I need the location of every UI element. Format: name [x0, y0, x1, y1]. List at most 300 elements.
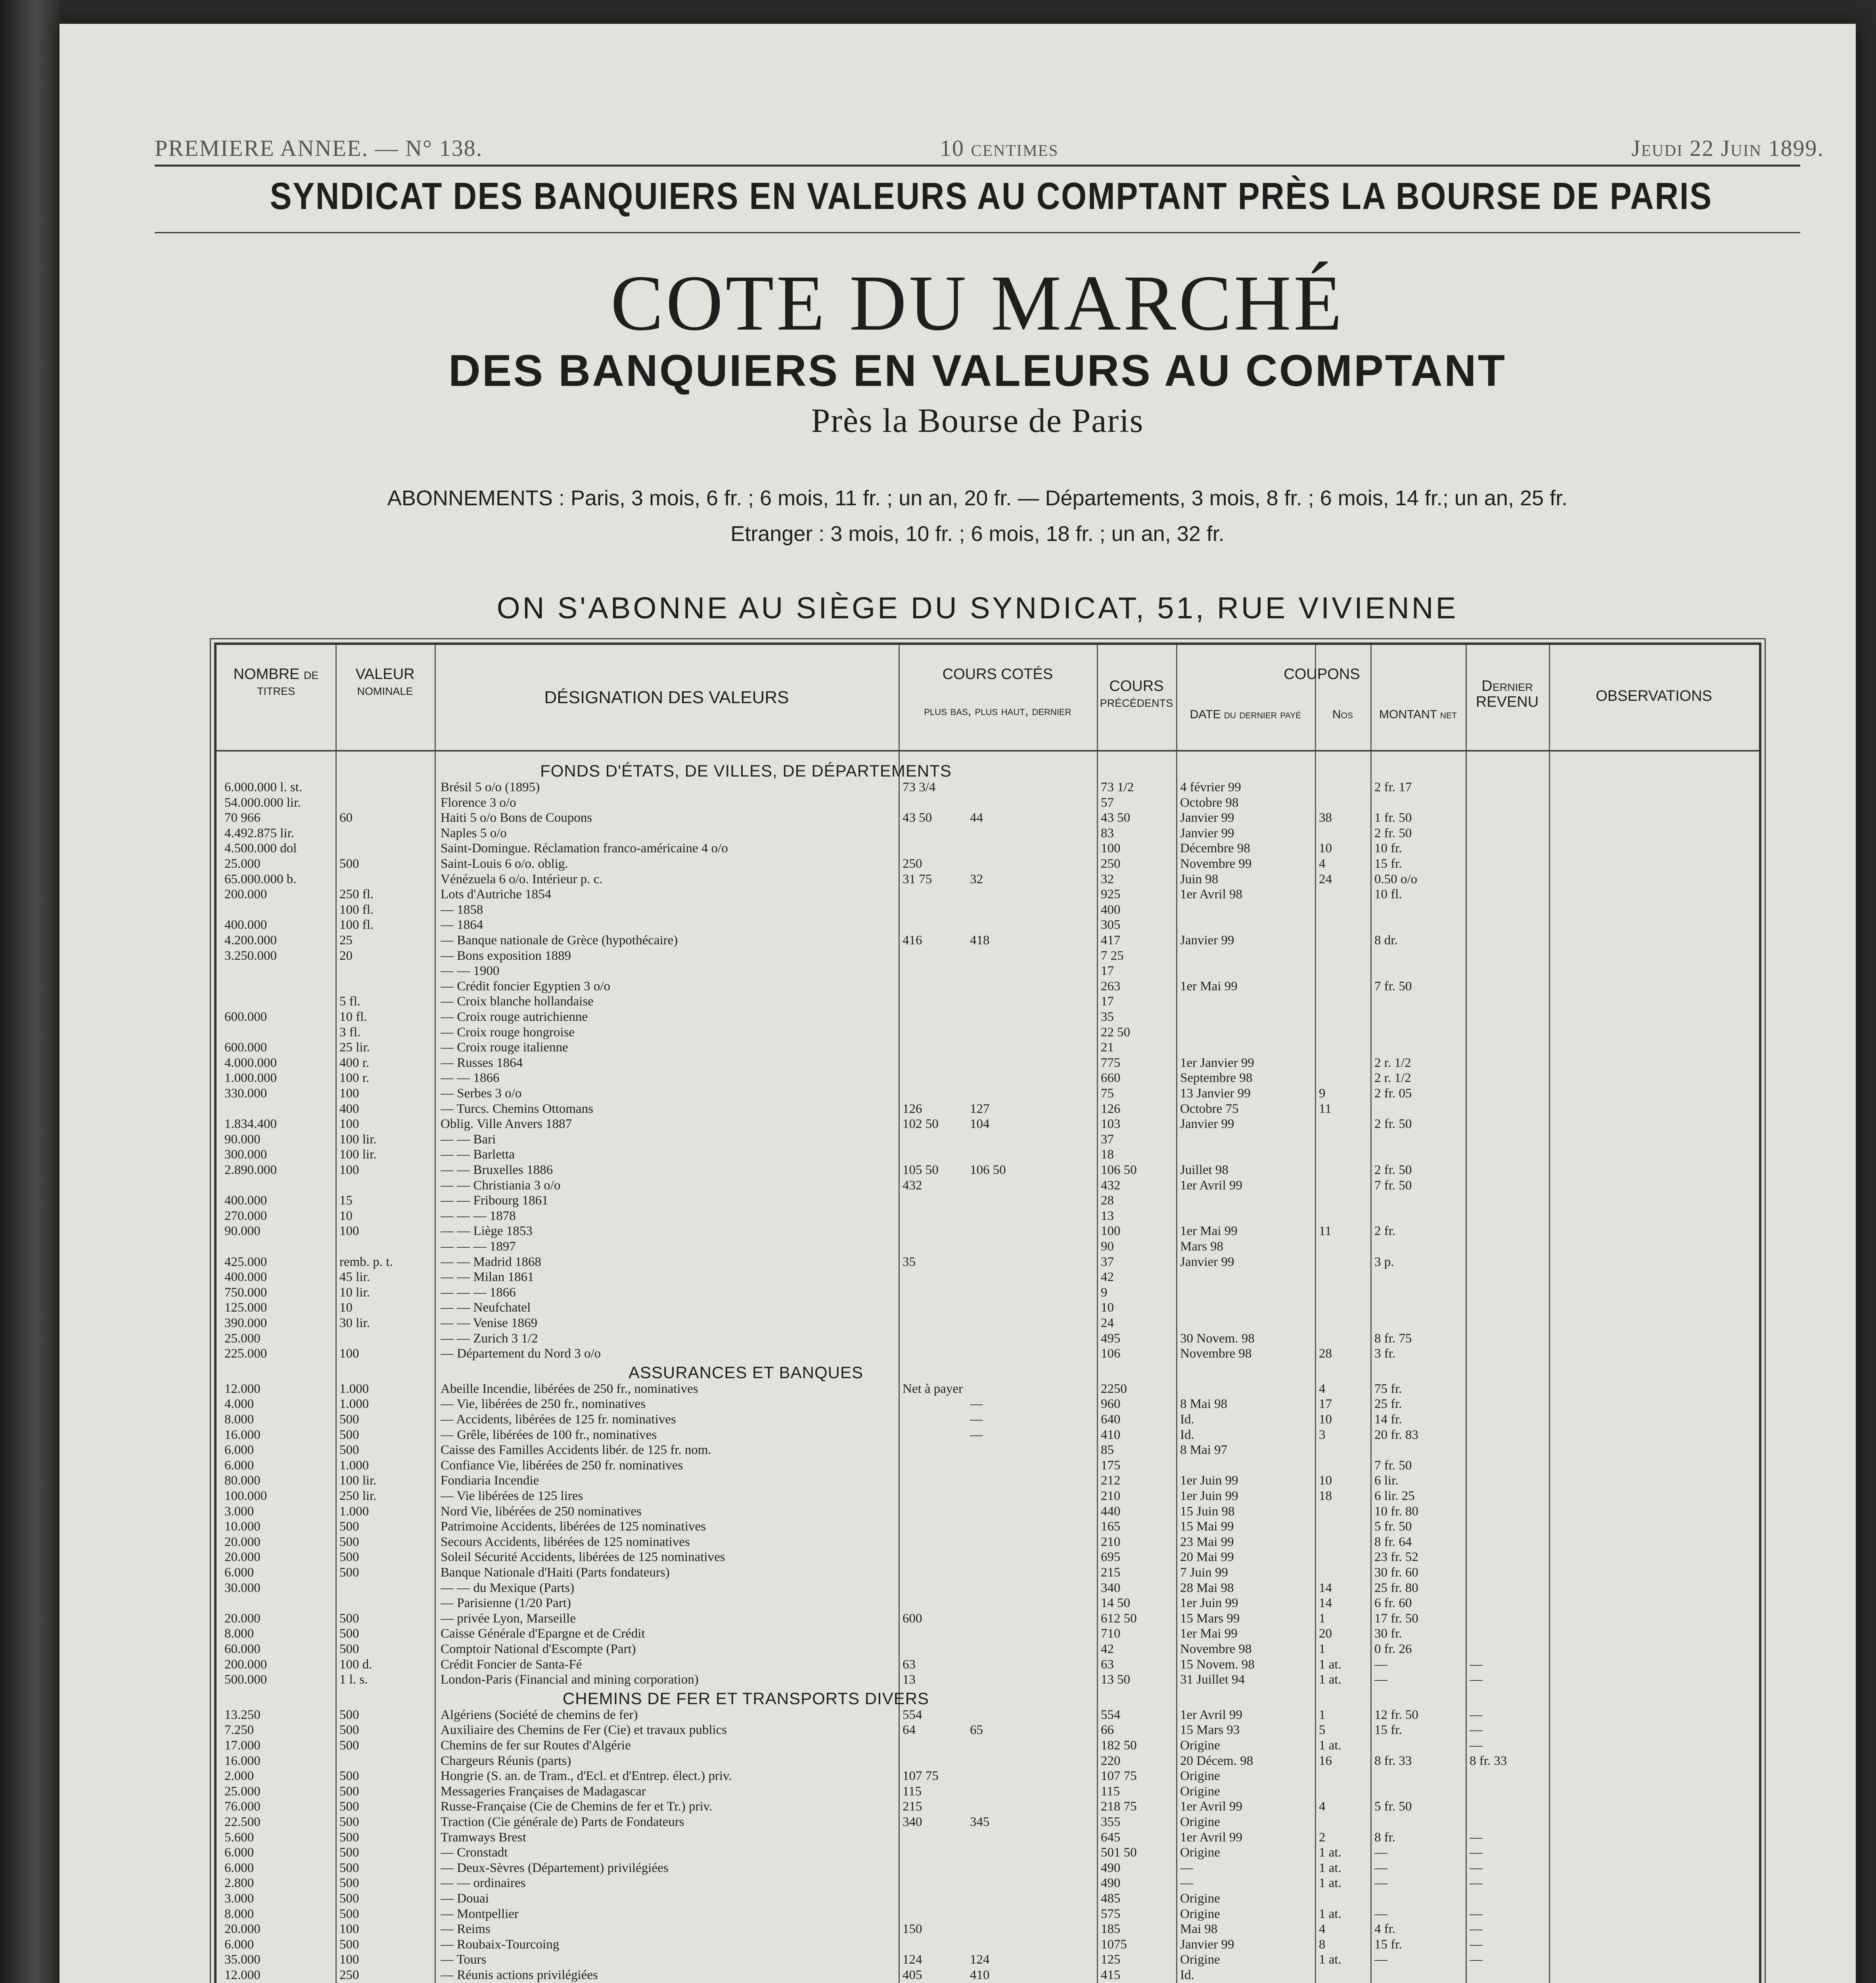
cell-m: 7 fr. 50: [1374, 1458, 1412, 1473]
table-row: [217, 902, 1759, 918]
cell-r: —: [1470, 1937, 1483, 1952]
cell-d: Traction (Cie générale de) Parts de Fondateurs: [441, 1815, 684, 1829]
cell-p: 305: [1101, 918, 1121, 932]
cell-n: 125.000: [224, 1300, 267, 1315]
cell-m: 6 lir. 25: [1374, 1489, 1415, 1503]
cell-v: remb. p. t.: [339, 1254, 393, 1269]
cell-no: 1 at.: [1319, 1657, 1341, 1672]
cell-dt: 1er Juin 99: [1180, 1596, 1238, 1611]
cell-p: 775: [1101, 1055, 1121, 1070]
cell-d: — Montpellier: [441, 1906, 519, 1921]
cell-m: 25 fr. 80: [1374, 1580, 1418, 1595]
edition-number: PREMIERE ANNEE. — N° 138.: [155, 135, 483, 161]
cell-v: 1.000: [339, 1504, 369, 1519]
cell-d: — 1864: [441, 918, 483, 932]
cell-v: 100: [339, 1086, 359, 1101]
cell-m: 2 fr. 50: [1374, 1163, 1412, 1177]
cell-v: 500: [339, 1845, 359, 1860]
cell-p: 432: [1101, 1178, 1121, 1193]
cell-r: 8 fr. 33: [1470, 1753, 1507, 1768]
cell-no: 1 at.: [1319, 1906, 1341, 1921]
cell-hi: —: [970, 1397, 983, 1411]
cell-p: 220: [1101, 1753, 1121, 1768]
cell-d: Caisse des Familles Accidents libér. de 125 fr. nom.: [441, 1443, 711, 1458]
cell-hi: 345: [970, 1815, 990, 1829]
cell-m: 10 fr.: [1374, 841, 1402, 856]
cell-hi: 410: [970, 1968, 990, 1982]
cell-p: 212: [1101, 1473, 1121, 1488]
cell-m: 8 dr.: [1374, 933, 1398, 947]
table-row: [217, 1162, 1759, 1178]
cell-p: 660: [1101, 1071, 1121, 1085]
cell-d: Chargeurs Réunis (parts): [441, 1753, 571, 1768]
cell-lo: 554: [903, 1707, 922, 1722]
cell-p: 263: [1101, 979, 1121, 993]
table-row: [217, 979, 1759, 994]
cell-n: 76.000: [224, 1799, 261, 1814]
cell-lo: 43 50: [903, 811, 932, 825]
cell-v: 500: [339, 1799, 359, 1814]
cell-no: 11: [1319, 1101, 1332, 1116]
table-row: [217, 1132, 1759, 1147]
cell-no: 14: [1319, 1580, 1332, 1595]
table-row: [217, 994, 1759, 1009]
cell-p: 66: [1101, 1723, 1114, 1738]
col-designation: DÉSIGNATION DES VALEURS: [544, 688, 789, 707]
cell-lo: 115: [903, 1784, 922, 1799]
table-row: [217, 1009, 1759, 1025]
cell-no: 16: [1319, 1753, 1332, 1768]
cell-m: 4 fr.: [1374, 1922, 1396, 1937]
cell-d: Caisse Générale d'Epargne et de Crédit: [441, 1626, 645, 1641]
cell-v: 20: [339, 948, 353, 963]
cell-v: 400 r.: [339, 1055, 370, 1070]
cell-lo: 150: [903, 1922, 922, 1937]
cell-dt: 1er Janvier 99: [1180, 1055, 1254, 1070]
cell-no: 20: [1319, 1626, 1332, 1641]
cell-m: 5 fr. 50: [1374, 1799, 1412, 1814]
table-row: [217, 1316, 1759, 1331]
cell-d: — — 1900: [441, 964, 500, 978]
cell-v: 100: [339, 1117, 359, 1131]
table-row: [217, 1178, 1759, 1193]
cell-n: 35.000: [224, 1952, 261, 1967]
cell-n: 3.000: [224, 1504, 254, 1519]
price: 10 centimes: [940, 135, 1059, 161]
cell-v: 3 fl.: [339, 1025, 361, 1039]
cell-n: 65.000.000 b.: [224, 872, 297, 886]
table-row: [217, 1458, 1759, 1473]
cell-dt: Janvier 99: [1180, 933, 1234, 947]
cell-v: 25 lir.: [339, 1040, 370, 1055]
cell-no: 5: [1319, 1723, 1326, 1738]
cell-dt: Juin 98: [1180, 872, 1219, 886]
cell-dt: Octobre 75: [1180, 1101, 1239, 1116]
cell-dt: 13 Janvier 99: [1180, 1086, 1251, 1101]
cell-n: 20.000: [224, 1922, 261, 1937]
cell-p: 35: [1101, 1010, 1114, 1024]
cell-no: 1 at.: [1319, 1672, 1341, 1687]
cell-dt: 15 Mai 99: [1180, 1519, 1234, 1534]
cell-no: 4: [1319, 857, 1326, 871]
cell-p: 37: [1101, 1254, 1114, 1269]
cell-v: 500: [339, 1565, 359, 1580]
cell-p: 100: [1101, 841, 1121, 856]
cell-p: 115: [1101, 1784, 1120, 1799]
cell-v: 500: [339, 1815, 359, 1829]
cell-v: 100 fl.: [339, 918, 374, 932]
cell-n: 270.000: [224, 1208, 267, 1223]
cell-n: 6.000: [224, 1565, 254, 1580]
cell-d: Abeille Incendie, libérées de 250 fr., nominatives: [441, 1381, 698, 1396]
cell-d: — Russes 1864: [441, 1055, 523, 1070]
cell-lo: 63: [903, 1657, 916, 1672]
cell-dt: Novembre 98: [1180, 1346, 1252, 1361]
top-rule: [155, 165, 1800, 167]
cell-dt: 1er Mai 99: [1180, 979, 1238, 993]
cell-d: — Turcs. Chemins Ottomans: [441, 1101, 594, 1116]
subscription-address: ON S'ABONNE AU SIÈGE DU SYNDICAT, 51, RUE VIVIENNE: [496, 591, 1458, 625]
cell-v: 100 lir.: [339, 1147, 377, 1162]
cell-dt: Janvier 99: [1180, 811, 1234, 825]
cell-m: 7 fr. 50: [1374, 979, 1412, 993]
cell-p: 106: [1101, 1346, 1121, 1361]
cell-dt: 23 Mai 99: [1180, 1534, 1234, 1549]
cell-v: 500: [339, 1876, 359, 1891]
cell-m: 17 fr. 50: [1374, 1611, 1418, 1626]
cell-no: 1 at.: [1319, 1952, 1341, 1967]
cell-p: 165: [1101, 1519, 1121, 1534]
cell-v: 1.000: [339, 1381, 369, 1396]
cell-v: 500: [339, 857, 359, 871]
table-row: [217, 1611, 1759, 1626]
table-row: [217, 872, 1759, 887]
cell-lo: Net à payer: [903, 1381, 963, 1396]
cell-p: 126: [1101, 1101, 1121, 1116]
cell-r: —: [1470, 1657, 1483, 1672]
cell-dt: Origine: [1180, 1891, 1220, 1906]
section-heading: ASSURANCES ET BANQUES: [628, 1363, 864, 1382]
cell-v: 45 lir.: [339, 1270, 370, 1285]
cell-m: 2 fr. 50: [1374, 1117, 1412, 1131]
cell-v: 500: [339, 1519, 359, 1534]
cell-no: 28: [1319, 1346, 1332, 1361]
cell-n: 25.000: [224, 857, 261, 871]
section-heading: CHEMINS DE FER ET TRANSPORTS DIVERS: [562, 1689, 929, 1708]
cell-d: — — Bari: [441, 1132, 496, 1147]
cell-d: — — Liège 1853: [441, 1224, 533, 1239]
cell-p: 490: [1101, 1876, 1121, 1891]
cell-dt: 4 février 99: [1180, 780, 1241, 794]
cell-p: 90: [1101, 1239, 1114, 1254]
cell-m: 75 fr.: [1374, 1381, 1402, 1396]
table-row: [217, 1814, 1759, 1830]
cell-dt: Janvier 99: [1180, 1937, 1234, 1952]
cell-n: 425.000: [224, 1254, 267, 1269]
cell-p: 215: [1101, 1565, 1121, 1580]
cell-d: — — Milan 1861: [441, 1270, 534, 1285]
cell-d: — Douai: [441, 1891, 489, 1906]
table-row: [217, 1642, 1759, 1657]
cell-lo: 600: [903, 1611, 922, 1626]
cell-hi: 44: [970, 811, 983, 825]
cell-d: Confiance Vie, libérées de 250 fr. nominatives: [441, 1458, 683, 1473]
cell-m: —: [1374, 1845, 1387, 1860]
cell-n: 10.000: [224, 1519, 261, 1534]
table-row: [217, 1753, 1759, 1769]
cell-dt: 1er Avril 99: [1180, 1830, 1243, 1845]
cell-d: — Parisienne (1/20 Part): [441, 1596, 571, 1611]
cell-dt: 8 Mai 98: [1180, 1397, 1228, 1411]
cell-dt: 15 Novem. 98: [1180, 1657, 1255, 1672]
cell-n: 6.000: [224, 1458, 254, 1473]
cell-dt: 1er Avril 98: [1180, 887, 1243, 902]
cell-v: 500: [339, 1738, 359, 1753]
cell-m: 10 fr. 80: [1374, 1504, 1418, 1519]
cell-p: 410: [1101, 1427, 1121, 1442]
cell-r: —: [1470, 1672, 1483, 1687]
cell-v: 60: [339, 811, 353, 825]
cell-r: —: [1470, 1922, 1483, 1937]
cell-n: 3.000: [224, 1891, 254, 1906]
cell-hi: 32: [970, 872, 983, 886]
cell-v: 250 lir.: [339, 1489, 377, 1503]
cell-d: Brésil 5 o/o (1895): [441, 780, 540, 794]
cell-d: Banque Nationale d'Haiti (Parts fondateurs): [441, 1565, 670, 1580]
cell-n: 13.250: [224, 1707, 261, 1722]
cell-no: 4: [1319, 1922, 1326, 1937]
cell-d: Saint-Louis 6 o/o. oblig.: [441, 857, 568, 871]
cell-v: 500: [339, 1860, 359, 1875]
table-row: [217, 1937, 1759, 1952]
table-row: [217, 1346, 1759, 1362]
cell-d: Florence 3 o/o: [441, 795, 516, 810]
table-row: [217, 1891, 1759, 1906]
cell-v: 500: [339, 1611, 359, 1626]
cell-n: 8.000: [224, 1906, 254, 1921]
table-row: [217, 1025, 1759, 1040]
newspaper-page: [59, 24, 1856, 1983]
cell-p: 9: [1101, 1285, 1108, 1300]
cell-p: 355: [1101, 1815, 1121, 1829]
cell-no: 10: [1319, 841, 1332, 856]
cell-p: 32: [1101, 872, 1114, 886]
table-row: [217, 1285, 1759, 1300]
cell-hi: 418: [970, 933, 990, 947]
cell-v: 100: [339, 1163, 359, 1177]
cell-n: 200.000: [224, 887, 267, 902]
table-row: [217, 1412, 1759, 1427]
cell-n: 750.000: [224, 1285, 267, 1300]
cell-dt: 28 Mai 98: [1180, 1580, 1234, 1595]
cell-d: — 1858: [441, 902, 483, 917]
cell-m: 30 fr.: [1374, 1626, 1402, 1641]
cell-m: 2 fr. 50: [1374, 826, 1412, 840]
cell-n: 8.000: [224, 1412, 254, 1427]
cell-dt: Décembre 98: [1180, 841, 1250, 856]
cell-n: 4.000: [224, 1397, 254, 1411]
cell-m: —: [1374, 1876, 1387, 1891]
cell-dt: 30 Novem. 98: [1180, 1331, 1255, 1346]
table-row: [217, 1550, 1759, 1565]
table-row: [217, 1254, 1759, 1270]
cell-d: — — Barletta: [441, 1147, 515, 1162]
cell-m: 8 fr. 33: [1374, 1753, 1412, 1768]
cell-p: 250: [1101, 857, 1121, 871]
cell-dt: 15 Mars 93: [1180, 1723, 1240, 1738]
cell-d: — — Zurich 3 1/2: [441, 1331, 538, 1346]
cell-d: — Bons exposition 1889: [441, 948, 571, 963]
cell-d: — Accidents, libérées de 125 fr. nominatives: [441, 1412, 676, 1427]
cell-m: —: [1374, 1952, 1387, 1967]
table-row: [217, 1707, 1759, 1723]
cell-dt: Origine: [1180, 1952, 1220, 1967]
cell-no: 1 at.: [1319, 1845, 1341, 1860]
table-row: [217, 1504, 1759, 1519]
cell-n: 25.000: [224, 1784, 261, 1799]
cell-v: 500: [339, 1412, 359, 1427]
cell-n: 90.000: [224, 1224, 261, 1239]
cell-r: —: [1470, 1876, 1483, 1891]
cell-m: 15 fr.: [1374, 1937, 1402, 1952]
cell-n: 6.000.000 l. st.: [224, 780, 303, 794]
cell-n: 90.000: [224, 1132, 261, 1147]
cell-v: 25: [339, 933, 353, 947]
cell-d: — Roubaix-Tourcoing: [441, 1937, 560, 1952]
table-row: [217, 1580, 1759, 1596]
page-subtitle: DES BANQUIERS EN VALEURS AU COMPTANT: [448, 346, 1507, 395]
cell-p: 100: [1101, 1224, 1121, 1239]
cell-dt: 20 Mai 99: [1180, 1550, 1234, 1565]
cell-m: 15 fr.: [1374, 857, 1402, 871]
cell-d: — Département du Nord 3 o/o: [441, 1346, 601, 1361]
cell-m: 23 fr. 52: [1374, 1550, 1418, 1565]
cell-p: 125: [1101, 1952, 1121, 1967]
col-cours-cotes: COURS COTÉS: [942, 666, 1053, 683]
col-nos: Nos: [1332, 708, 1353, 721]
cell-p: 17: [1101, 994, 1114, 1009]
cell-d: Crédit Foncier de Santa-Fé: [441, 1657, 582, 1672]
cell-d: Oblig. Ville Anvers 1887: [441, 1117, 572, 1131]
table-row: [217, 1906, 1759, 1922]
cell-p: 10: [1101, 1300, 1114, 1315]
cell-v: 500: [339, 1427, 359, 1442]
cell-d: — — — 1897: [441, 1239, 516, 1254]
cell-v: 500: [339, 1626, 359, 1641]
cell-d: — Tours: [441, 1952, 487, 1967]
cell-d: — — Neufchatel: [441, 1300, 531, 1315]
cell-d: Soleil Sécurité Accidents, libérées de 125 nominatives: [441, 1550, 725, 1565]
cell-n: 60.000: [224, 1642, 261, 1656]
cell-p: 185: [1101, 1922, 1121, 1937]
cell-d: — — Madrid 1868: [441, 1254, 541, 1269]
cell-dt: 15 Mars 99: [1180, 1611, 1240, 1626]
cell-d: — Réunis actions privilégiées: [441, 1968, 598, 1982]
cell-m: 2 fr. 17: [1374, 780, 1412, 794]
cell-no: 10: [1319, 1412, 1332, 1427]
table-row: [217, 1722, 1759, 1738]
cell-p: 640: [1101, 1412, 1121, 1427]
cell-no: 1: [1319, 1642, 1326, 1656]
cell-p: 554: [1101, 1707, 1121, 1722]
cell-dt: Novembre 99: [1180, 857, 1252, 871]
cell-v: 500: [339, 1769, 359, 1784]
table-row: [217, 1040, 1759, 1055]
table-row: [217, 1952, 1759, 1968]
cell-d: — Banque nationale de Grèce (hypothécaire): [441, 933, 678, 947]
cell-p: 57: [1101, 795, 1114, 810]
cell-v: 100: [339, 1346, 359, 1361]
cell-r: —: [1470, 1707, 1483, 1722]
cell-v: 500: [339, 1830, 359, 1845]
cell-r: —: [1470, 1906, 1483, 1921]
cell-v: 500: [339, 1891, 359, 1906]
cell-m: 3 p.: [1374, 1254, 1394, 1269]
cell-d: Russe-Française (Cie de Chemins de fer et Tr.) priv.: [441, 1799, 713, 1814]
cell-d: Nord Vie, libérées de 250 nominatives: [441, 1504, 642, 1519]
table-row: [217, 1968, 1759, 1983]
cell-dt: 1er Juin 99: [1180, 1489, 1238, 1503]
cell-dt: Origine: [1180, 1815, 1220, 1829]
cell-n: 100.000: [224, 1489, 267, 1503]
cell-n: 70 966: [224, 811, 261, 825]
cell-no: 1 at.: [1319, 1738, 1341, 1753]
cell-p: 21: [1101, 1040, 1114, 1055]
cell-hi: 127: [970, 1101, 990, 1116]
cell-m: 6 lir.: [1374, 1473, 1399, 1488]
cell-no: 10: [1319, 1473, 1332, 1488]
subscription-rates: ABONNEMENTS : Paris, 3 mois, 6 fr. ; 6 mois, 11 fr. ; un an, 20 fr. — Départements, 3 mois, 8 fr. ; 6 mois, 14 fr.; un an, 25 fr.: [387, 486, 1568, 510]
cell-d: — Grêle, libérées de 100 fr., nominatives: [441, 1427, 657, 1442]
cell-dt: Novembre 98: [1180, 1642, 1252, 1656]
cell-no: 38: [1319, 811, 1332, 825]
cell-dt: —: [1180, 1876, 1193, 1891]
cell-dt: Origine: [1180, 1784, 1220, 1799]
cell-n: 600.000: [224, 1010, 267, 1024]
cell-dt: Septembre 98: [1180, 1071, 1253, 1085]
cell-dt: 1er Juin 99: [1180, 1473, 1238, 1488]
cell-n: 12.000: [224, 1381, 261, 1396]
table-row: [217, 1147, 1759, 1162]
cell-n: 600.000: [224, 1040, 267, 1055]
cell-lo: 340: [903, 1815, 922, 1829]
cell-n: 2.800: [224, 1876, 254, 1891]
table-row: [217, 856, 1759, 872]
table-row: [217, 1101, 1759, 1117]
cell-p: 43 50: [1101, 811, 1131, 825]
subscription-rates-foreign: Etranger : 3 mois, 10 fr. ; 6 mois, 18 fr. ; un an, 32 fr.: [730, 522, 1224, 546]
cell-n: 200.000: [224, 1657, 267, 1672]
cell-dt: Id.: [1180, 1412, 1194, 1427]
cell-p: 75: [1101, 1086, 1114, 1101]
cell-lo: 73 3/4: [903, 780, 936, 794]
cell-n: 4.500.000 dol: [224, 841, 297, 856]
cell-p: 42: [1101, 1642, 1114, 1656]
table-row: [217, 1845, 1759, 1860]
col-montant: MONTANT net: [1379, 708, 1457, 721]
banner-rule: [155, 232, 1800, 233]
col-observations: OBSERVATIONS: [1596, 688, 1712, 704]
cell-n: 12.000: [224, 1968, 261, 1982]
cell-m: 15 fr.: [1374, 1723, 1402, 1738]
cell-d: Saint-Domingue. Réclamation franco-américaine 4 o/o: [441, 841, 728, 856]
table-row: [217, 1331, 1759, 1346]
cell-v: 1.000: [339, 1458, 369, 1473]
cell-v: 100 lir.: [339, 1132, 377, 1147]
cell-n: 20.000: [224, 1550, 261, 1565]
table-row: [217, 1596, 1759, 1611]
cell-d: — Cronstadt: [441, 1845, 508, 1860]
